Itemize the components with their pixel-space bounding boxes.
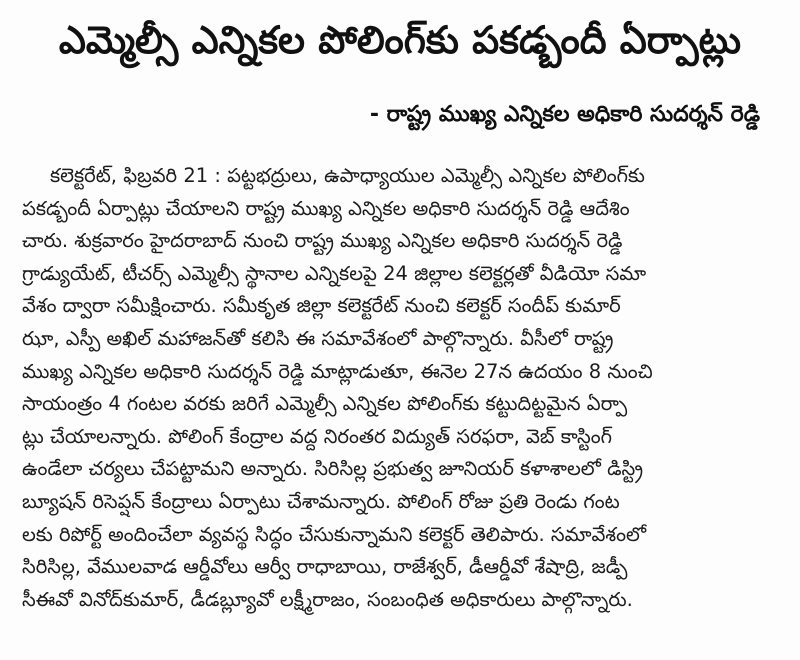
body-line: ముఖ్య ఎన్నికల అధికారి సుదర్శన్ రెడ్డి మాట్లాడుతూ, ఈనెల 27న ఉదయం 8 నుంచి: [22, 359, 653, 383]
body-line: సాయంత్రం 4 గంటల వరకు జరిగే ఎమ్మెల్సీ ఎన్నికల పోలింగ్‌కు కట్టుదిట్టమైన ఏర్పా: [22, 392, 628, 416]
body-line: లకు రిపోర్ట్ అందించేలా వ్యవస్థ సిద్ధం చేసుకున్నామని కలెక్టర్ తెలిపారు. సమావేశంలో: [22, 522, 647, 546]
body-line: సిరిసిల్ల, వేములవాడ ఆర్డీవోలు ఆర్వీ రాధాబాయి, రాజేశ్వర్, డీఆర్డీవో శేషాద్రి, జడ్పీ: [22, 555, 628, 579]
body-line: చారు. శుక్రవారం హైదరాబాద్ నుంచి రాష్ట్ర ముఖ్య ఎన్నికల అధికారి సుదర్శన్ రెడ్డి: [22, 229, 623, 253]
body-line: పకడ్బందీ ఏర్పాట్లు చేయాలని రాష్ట్ర ముఖ్య ఎన్నికల అధికారి సుదర్శన్ రెడ్డి ఆదేశిం: [22, 196, 630, 220]
body-line: వేశం ద్వారా సమీక్షించారు. సమీకృత జిల్లా కలెక్టరేట్ నుంచి కలెక్టర్ సందీప్ కుమార్: [22, 294, 621, 318]
headline: ఎమ్మెల్సీ ఎన్నికల పోలింగ్‌కు పకడ్బందీ ఏర్పాట్లు: [58, 18, 742, 62]
subheadline: - రాష్ట్ర ముఖ్య ఎన్నికల అధికారి సుదర్శన్ రెడ్డి: [369, 102, 760, 127]
body-line: ట్లు చేయాలన్నారు. పోలింగ్ కేంద్రాల వద్ద నిరంతర విద్యుత్ సరఫరా, వెబ్ కాస్టింగ్: [22, 424, 612, 448]
body-line: ఝా, ఎస్పీ అఖిల్ మహాజన్‌తో కలిసి ఈ సమావేశంలో పాల్గొన్నారు. వీసీలో రాష్ట్ర: [22, 326, 614, 350]
body-line: సీఈవో వినోద్‌కుమార్, డీడబ్ల్యూవో లక్ష్మీరాజం, సంబంధిత అధికారులు పాల్గొన్నారు.: [22, 587, 633, 611]
body-line: కలెక్టరేట్, ఫిబ్రవరి 21 : పట్టభద్రులు, ఉపాధ్యాయుల ఎమ్మెల్సీ ఎన్నికల పోలింగ్‌కు: [50, 164, 645, 187]
body-line: ఉండేలా చర్యలు చేపట్టామని అన్నారు. సిరిసిల్ల ప్రభుత్వ జూనియర్ కళాశాలలో డిస్ట్రి: [22, 457, 644, 481]
body-line: గ్రాడ్యుయేట్, టీచర్స్ ఎమ్మెల్సీ స్థానాల ఎన్నికలపై 24 జిల్లాల కలెక్టర్లతో వీడియో సమా: [22, 261, 647, 285]
body-line: బ్యూషన్ రిసెప్షన్ కేంద్రాలు ఏర్పాటు చేశామన్నారు. పోలింగ్ రోజు ప్రతి రెండు గంట: [22, 489, 620, 513]
article-body: [22, 160, 782, 616]
